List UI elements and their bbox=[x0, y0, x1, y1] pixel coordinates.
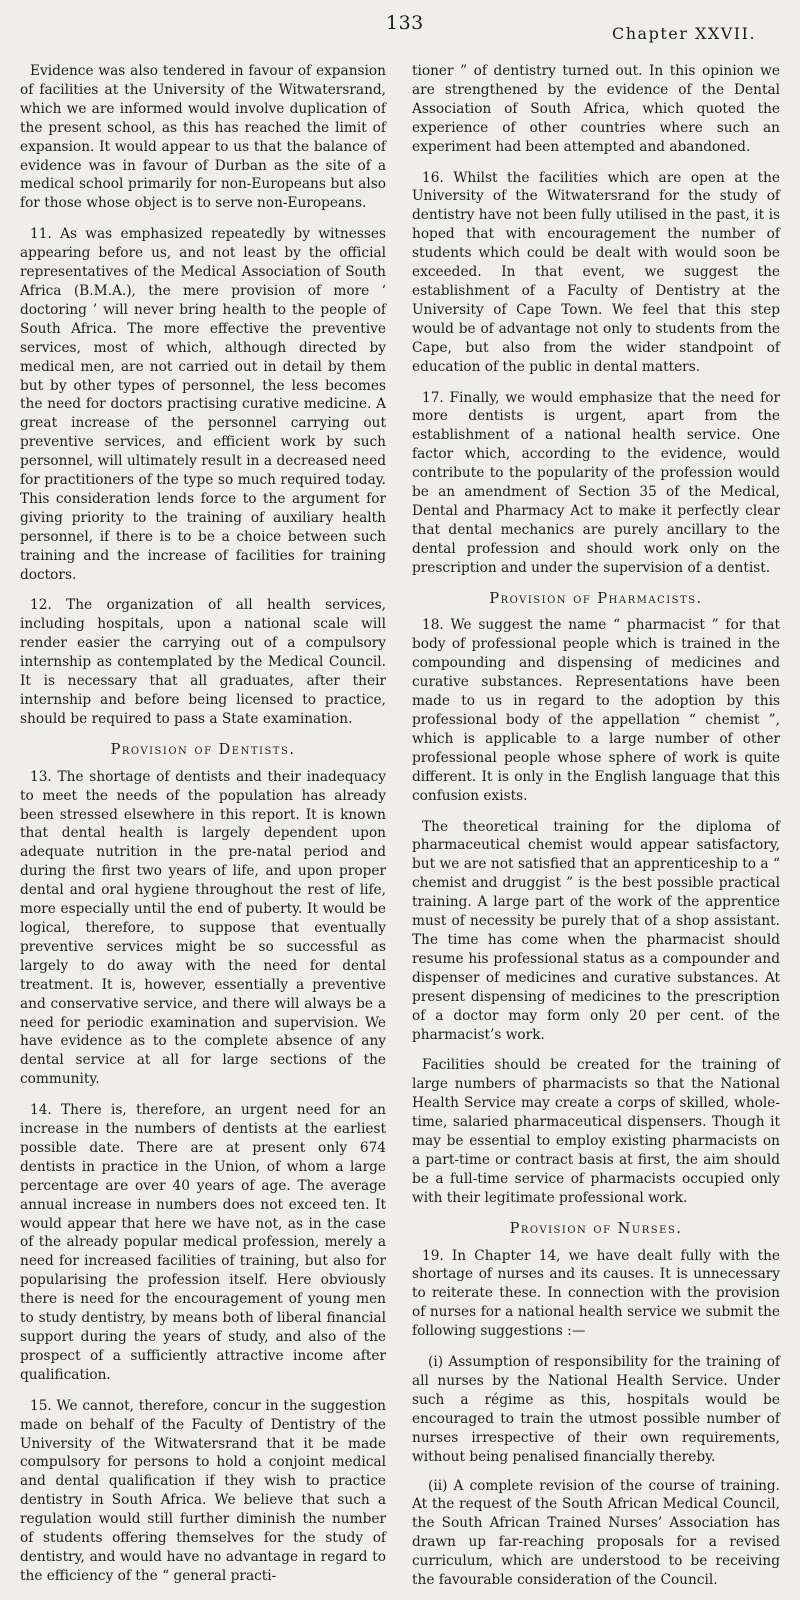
section-heading: Provision of Dentists. bbox=[110, 741, 296, 758]
paragraph: 19. In Chapter 14, we have dealt fully with the shortage of nurses and its causes. It is unnecessary to reiterate these. In connection with the provision of nurses for a national health service we submit the following suggestions :— bbox=[412, 1247, 780, 1340]
sub-paragraph: (ii) A complete revision of the course of training. At the request of the South African Medical Council, the South African Trained Nurses’ Association has drawn up far-reaching proposals for a revised curriculum, which are understood to be receiving the favourable consideration of the Council. bbox=[412, 1477, 780, 1589]
paragraph: The theoretical training for the diploma of pharmaceutical chemist would appear satisfactory, but we are not satisfied that an apprenticeship to a “ chemist and druggist ” is the best possible practical training. A large part of the work of the apprentice must of necessity be purely that of a shop assistant. The time has come when the pharmacist should resume his professional status as a compounder and dispenser of medicines and curative substances. At present dispensing of medicines to the prescription of a doctor may form only 20 per cent. of the pharmacist’s work. bbox=[412, 818, 780, 1043]
paragraph: 18. We suggest the name “ pharmacist ” for that body of professional people which is trained in the compounding and dispensing of medicines and curative substances. Representations have been made to us in regard to the adoption by this professional body of the appellation “ chemist ”, which is applicable to a large number of other professional people whose sphere of work is quite different. It is only in the English language that this confusion exists. bbox=[412, 617, 780, 804]
paragraph: Facilities should be created for the training of large numbers of pharmacists so that the National Health Service may create a corps of skilled, whole-time, salaried pharmaceutical dispensers. Though it may be essential to employ existing pharmacists on a part-time or contract basis at first, the aim should be a full-time service of pharmacists occupied only with their legitimate professional work. bbox=[412, 1057, 780, 1206]
right-column bbox=[412, 62, 780, 1600]
paragraph: 15. We cannot, therefore, concur in the suggestion made on behalf of the Faculty of Dentistry of the University of the Witwatersrand that it be made compulsory for persons to hold a conjoint medical and dental qualification if they wish to practice dentistry in South Africa. We believe that such a regulation would still further diminish the number of students offering themselves for the study of dentistry, and would have no advantage in regard to the efficiency of the “ general practi- bbox=[20, 1397, 386, 1584]
page-number: 133 bbox=[386, 12, 424, 34]
sub-paragraph: (i) Assumption of responsibility for the training of all nurses by the National Health Service. Under such a régime as this, hospitals would be encouraged to train the utmost possible number of nurses irrespective of their own requirements, without being penalised financially thereby. bbox=[412, 1354, 780, 1465]
paragraph: Evidence was also tendered in favour of expansion of facilities at the University of the Witwatersrand, which we are informed would involve duplication of the present school, as this has reached the limit of expansion. It would appear to us that the balance of evidence was in favour of Durban as the site of a medical school primarily for non-Europeans but also for those whose object is to serve non-Europeans. bbox=[20, 63, 386, 212]
paragraph: 14. There is, therefore, an urgent need for an increase in the numbers of dentists at the earliest possible date. There are at present only 674 dentists in practice in the Union, of whom a large percentage are over 40 years of age. The average annual increase in numbers does not exceed ten. It would appear that here we have not, as in the case of the already popular medical profession, merely a need for increased facilities of training, but also for popularising the profession itself. Here obviously there is need for the encouragement of young men to study dentistry, by means both of liberal financial support during the years of study, and also of the prospect of a sufficiently attractive income after qualification. bbox=[20, 1102, 386, 1383]
paragraph: 17. Finally, we would emphasize that the need for more dentists is urgent, apart from the establishment of a national health service. One factor which, according to the evidence, would contribute to the popularity of the profession would be an amendment of Section 35 of the Medical, Dental and Pharmacy Act to make it perfectly clear that dental mechanics are purely ancillary to the dental profession and should work only on the prescription and under the supervision of a dentist. bbox=[412, 389, 780, 576]
left-column bbox=[20, 62, 386, 1598]
chapter-heading: Chapter XXVII. bbox=[612, 24, 757, 43]
paragraph: tioner ” of dentistry turned out. In this opinion we are strengthened by the evidence of the Dental Association of South Africa, which quoted the experience of other countries where such an experiment had been attempted and abandoned. bbox=[412, 63, 780, 155]
section-heading: Provision of Pharmacists. bbox=[489, 590, 703, 607]
section-heading: Provision of Nurses. bbox=[509, 1220, 683, 1237]
paragraph: 12. The organization of all health services, including hospitals, upon a national scale will render easier the carrying out of a compulsory internship as contemplated by the Medical Council. It is necessary that all graduates, after their internship and before being licensed to practice, should be required to pass a State examination. bbox=[20, 597, 386, 727]
paragraph: 16. Whilst the facilities which are open at the University of the Witwatersrand for the study of dentistry have not been fully utilised in the past, it is hoped that with encouragement the number of students which could be dealt with would soon be exceeded. In that event, we suggest the establishment of a Faculty of Dentistry at the University of Cape Town. We feel that this step would be of advantage not only to students from the Cape, but also from the wider standpoint of education of the public in dental matters. bbox=[412, 169, 780, 375]
paragraph: 11. As was emphasized repeatedly by witnesses appearing before us, and not least by the official representatives of the Medical Association of South Africa (B.M.A.), the mere provision of more ‘ doctoring ’ will never bring health to the people of South Africa. The more effective the preventive services, most of which, although directed by medical men, are not carried out in detail by them but by other types of personnel, the less becomes the need for doctors practising curative medicine. A great increase of the personnel carrying out preventive services, and efficient work by such personnel, will ultimately result in a decreased need for practitioners of the type so much required today. This consideration lends force to the argument for giving priority to the training of auxiliary health personnel, if there is to be a choice between such training and the increase of facilities for training doctors. bbox=[20, 226, 386, 583]
paragraph: 13. The shortage of dentists and their inadequacy to meet the needs of the population has already been stressed elsewhere in this report. It is known that dental health is largely dependent upon adequate nutrition in the pre-natal period and during the first two years of life, and upon proper dental and oral hygiene throughout the rest of life, more especially until the end of puberty. It would be logical, therefore, to suppose that eventually preventive services might be so successful as largely to do away with the need for dental treatment. It is, however, essentially a preventive and conservative service, and there will always be a need for periodic examination and supervision. We have evidence as to the complete absence of any dental service at all for large sections of the community. bbox=[20, 768, 386, 1088]
